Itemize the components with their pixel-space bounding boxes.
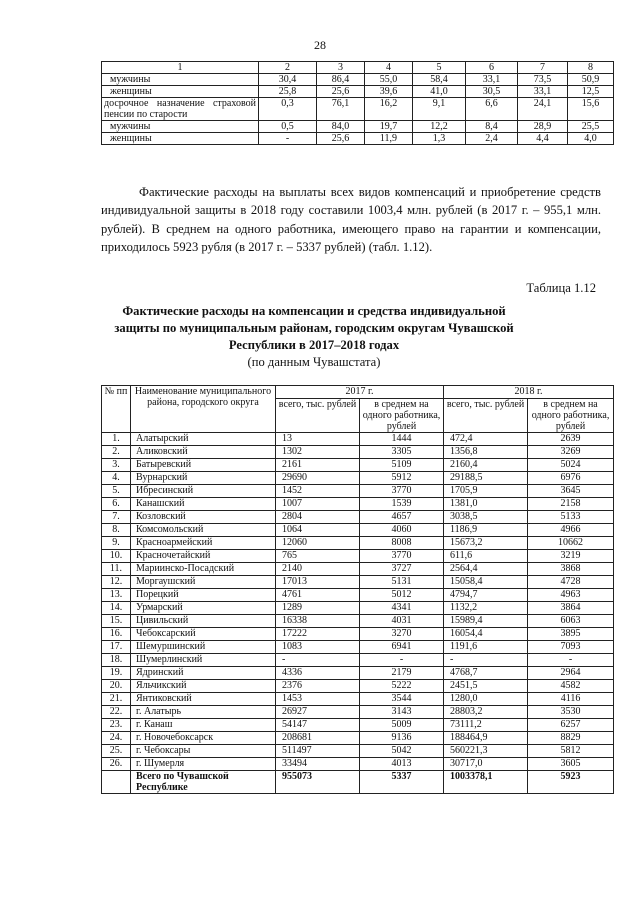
num-cell: 5. [102, 485, 131, 498]
table-row [102, 745, 614, 758]
total-2018-cell: 15058,4 [444, 576, 528, 589]
average-2018-cell: 3269 [528, 446, 614, 459]
average-2018-cell: 6063 [528, 615, 614, 628]
value-cell: 73,5 [518, 74, 568, 86]
value-cell: 9,1 [413, 98, 466, 121]
total-2018-cell: 2564,4 [444, 563, 528, 576]
row-label: мужчины [102, 121, 259, 133]
average-2017-cell: 2179 [360, 667, 444, 680]
value-cell: 25,5 [568, 121, 614, 133]
average-2018-cell: 5812 [528, 745, 614, 758]
average-2018-cell: 3645 [528, 485, 614, 498]
total-2017-cell: 4336 [276, 667, 360, 680]
value-cell: 24,1 [518, 98, 568, 121]
table-row [102, 680, 614, 693]
average-2018-cell: 3864 [528, 602, 614, 615]
total-2018-cell: 472,4 [444, 433, 528, 446]
average-2018-cell: 7093 [528, 641, 614, 654]
name-cell: Красноармейский [131, 537, 276, 550]
value-cell: 30,4 [259, 74, 317, 86]
column-number-cell: 3 [317, 62, 365, 74]
average-2017-cell: 5012 [360, 589, 444, 602]
table-row [102, 628, 614, 641]
value-cell: 8,4 [466, 121, 518, 133]
total-2017-cell: 33494 [276, 758, 360, 771]
header-total-2017: всего, тыс. рублей [276, 399, 360, 433]
total-2017-cell: 29690 [276, 472, 360, 485]
name-cell: Канашский [131, 498, 276, 511]
average-2018-cell: 2158 [528, 498, 614, 511]
total-2017-cell: 2161 [276, 459, 360, 472]
table-row [102, 433, 614, 446]
average-2018-cell: - [528, 654, 614, 667]
expenses-table [101, 385, 614, 794]
table-row [102, 74, 614, 86]
total-2017-cell: 955073 [276, 771, 360, 794]
name-cell: Цивильский [131, 615, 276, 628]
average-2018-cell: 2964 [528, 667, 614, 680]
name-cell: Янтиковский [131, 693, 276, 706]
total-2018-cell: 1191,6 [444, 641, 528, 654]
average-2018-cell: 6257 [528, 719, 614, 732]
value-cell: 6,6 [466, 98, 518, 121]
column-number-cell: 8 [568, 62, 614, 74]
name-cell: Батыревский [131, 459, 276, 472]
average-2017-cell: 1444 [360, 433, 444, 446]
num-cell: 1. [102, 433, 131, 446]
average-2018-cell: 5133 [528, 511, 614, 524]
name-cell: Шумерлинский [131, 654, 276, 667]
total-2018-cell: 1381,0 [444, 498, 528, 511]
table-subtitle: (по данным Чувашстата) [247, 355, 381, 369]
value-cell: 1,3 [413, 133, 466, 145]
table-row [102, 511, 614, 524]
total-2017-cell: 208681 [276, 732, 360, 745]
num-cell: 23. [102, 719, 131, 732]
table-row [102, 485, 614, 498]
average-2017-cell: 3544 [360, 693, 444, 706]
average-2017-cell: 1539 [360, 498, 444, 511]
average-2018-cell: 3605 [528, 758, 614, 771]
total-2017-cell: 765 [276, 550, 360, 563]
table-row [102, 86, 614, 98]
value-cell: 84,0 [317, 121, 365, 133]
num-cell: 22. [102, 706, 131, 719]
value-cell: 28,9 [518, 121, 568, 133]
average-2017-cell: 5109 [360, 459, 444, 472]
value-cell: 12,2 [413, 121, 466, 133]
value-cell: 19,7 [365, 121, 413, 133]
name-cell: Яльчикский [131, 680, 276, 693]
value-cell: 33,1 [518, 86, 568, 98]
table-row [102, 498, 614, 511]
value-cell: 76,1 [317, 98, 365, 121]
total-2017-cell: 511497 [276, 745, 360, 758]
row-label: женщины [102, 86, 259, 98]
table-row [102, 654, 614, 667]
table-row [102, 602, 614, 615]
name-cell: Ядринский [131, 667, 276, 680]
average-2018-cell: 8829 [528, 732, 614, 745]
average-2017-cell: 5131 [360, 576, 444, 589]
num-cell: 16. [102, 628, 131, 641]
average-2017-cell: 5042 [360, 745, 444, 758]
average-2017-cell: 5222 [360, 680, 444, 693]
total-2017-cell: - [276, 654, 360, 667]
table-row [102, 758, 614, 771]
value-cell: 4,4 [518, 133, 568, 145]
expenses-table-header [102, 386, 614, 433]
total-2017-cell: 1007 [276, 498, 360, 511]
name-cell: Урмарский [131, 602, 276, 615]
average-2018-cell: 5024 [528, 459, 614, 472]
average-2018-cell: 2639 [528, 433, 614, 446]
name-cell: г. Чебоксары [131, 745, 276, 758]
average-2018-cell: 4963 [528, 589, 614, 602]
average-2017-cell: 4657 [360, 511, 444, 524]
value-cell: 0,5 [259, 121, 317, 133]
total-2017-cell: 16338 [276, 615, 360, 628]
total-2018-cell: 4794,7 [444, 589, 528, 602]
table-row [102, 537, 614, 550]
value-cell: - [259, 133, 317, 145]
name-cell: Ибресинский [131, 485, 276, 498]
table-row [102, 706, 614, 719]
total-2018-cell: 2451,5 [444, 680, 528, 693]
average-2018-cell: 5923 [528, 771, 614, 794]
table-row [102, 693, 614, 706]
name-cell: Моргаушский [131, 576, 276, 589]
header-total-2018: всего, тыс. рублей [444, 399, 528, 433]
average-2017-cell: 4341 [360, 602, 444, 615]
num-cell: 3. [102, 459, 131, 472]
total-2018-cell: 29188,5 [444, 472, 528, 485]
header-year-2018: 2018 г. [444, 386, 614, 399]
average-2017-cell: 6941 [360, 641, 444, 654]
average-2017-cell: 4031 [360, 615, 444, 628]
total-2018-cell: 30717,0 [444, 758, 528, 771]
num-cell: 4. [102, 472, 131, 485]
num-cell: 11. [102, 563, 131, 576]
name-cell: Козловский [131, 511, 276, 524]
total-2018-cell: 1003378,1 [444, 771, 528, 794]
column-number-cell: 6 [466, 62, 518, 74]
num-cell: 26. [102, 758, 131, 771]
num-cell: 2. [102, 446, 131, 459]
total-2017-cell: 12060 [276, 537, 360, 550]
total-2018-cell: 16054,4 [444, 628, 528, 641]
name-cell: Всего по Чувашской Республике [131, 771, 276, 794]
total-2017-cell: 17013 [276, 576, 360, 589]
value-cell: 12,5 [568, 86, 614, 98]
num-cell: 9. [102, 537, 131, 550]
total-2017-cell: 26927 [276, 706, 360, 719]
header-number: № пп [102, 386, 131, 433]
total-2018-cell: 15673,2 [444, 537, 528, 550]
total-2017-cell: 1452 [276, 485, 360, 498]
value-cell: 11,9 [365, 133, 413, 145]
total-2018-cell: 1705,9 [444, 485, 528, 498]
header-average-2018: в среднем на одного работника, рублей [528, 399, 614, 433]
average-2018-cell: 4116 [528, 693, 614, 706]
average-2017-cell: 5912 [360, 472, 444, 485]
row-label: досрочное назначение страховой пенсии по старости [102, 98, 259, 121]
total-2018-cell: 73111,2 [444, 719, 528, 732]
name-cell: Порецкий [131, 589, 276, 602]
num-cell: 19. [102, 667, 131, 680]
average-2018-cell: 3530 [528, 706, 614, 719]
average-2017-cell: - [360, 654, 444, 667]
num-cell: 24. [102, 732, 131, 745]
total-2017-cell: 13 [276, 433, 360, 446]
value-cell: 58,4 [413, 74, 466, 86]
total-2018-cell: 1280,0 [444, 693, 528, 706]
body-paragraph: Фактические расходы на выплаты всех видов компенсаций и приобретение средств индивидуальной защиты в 2018 году составили 1003,4 млн. рублей (в 2017 г. – 955,1 млн. рублей). В среднем на одного работника, имеющего право на гарантии и компенсации, приходилось 5923 рубля (в 2017 г. – 5337 рублей) (табл. 1.12). [101, 185, 601, 255]
num-cell: 13. [102, 589, 131, 602]
average-2017-cell: 4013 [360, 758, 444, 771]
table-row [102, 446, 614, 459]
total-2017-cell: 1289 [276, 602, 360, 615]
total-2017-cell: 4761 [276, 589, 360, 602]
average-2017-cell: 9136 [360, 732, 444, 745]
average-2017-cell: 4060 [360, 524, 444, 537]
average-2017-cell: 3305 [360, 446, 444, 459]
value-cell: 30,5 [466, 86, 518, 98]
name-cell: Аликовский [131, 446, 276, 459]
average-2017-cell: 3143 [360, 706, 444, 719]
column-number-cell: 2 [259, 62, 317, 74]
continuation-table-body [102, 62, 614, 145]
value-cell: 15,6 [568, 98, 614, 121]
num-cell: 8. [102, 524, 131, 537]
name-cell: г. Шумерля [131, 758, 276, 771]
continuation-table [101, 61, 614, 145]
average-2017-cell: 3270 [360, 628, 444, 641]
name-cell: Мариинско-Посадский [131, 563, 276, 576]
value-cell: 4,0 [568, 133, 614, 145]
name-cell: Алатырский [131, 433, 276, 446]
column-number-cell: 5 [413, 62, 466, 74]
total-row [102, 771, 614, 794]
name-cell: г. Новочебоксарск [131, 732, 276, 745]
table-row [102, 133, 614, 145]
column-number-cell: 1 [102, 62, 259, 74]
total-2017-cell: 17222 [276, 628, 360, 641]
row-label: женщины [102, 133, 259, 145]
column-number-cell: 4 [365, 62, 413, 74]
column-number-cell: 7 [518, 62, 568, 74]
average-2018-cell: 10662 [528, 537, 614, 550]
table-label: Таблица 1.12 [526, 281, 596, 295]
header-year-2017: 2017 г. [276, 386, 444, 399]
value-cell: 86,4 [317, 74, 365, 86]
table-row [102, 719, 614, 732]
value-cell: 25,6 [317, 133, 365, 145]
average-2017-cell: 5337 [360, 771, 444, 794]
table-row [102, 641, 614, 654]
value-cell: 39,6 [365, 86, 413, 98]
total-2018-cell: 2160,4 [444, 459, 528, 472]
total-2017-cell: 1064 [276, 524, 360, 537]
value-cell: 25,8 [259, 86, 317, 98]
average-2018-cell: 3219 [528, 550, 614, 563]
average-2018-cell: 4582 [528, 680, 614, 693]
total-2018-cell: 560221,3 [444, 745, 528, 758]
value-cell: 55,0 [365, 74, 413, 86]
table-title: Фактические расходы на компенсации и средства индивидуальной защиты по муниципальным районам, городским округам Чувашской Республики в 2017–2018 годах [114, 304, 514, 352]
name-cell: Чебоксарский [131, 628, 276, 641]
total-2017-cell: 2376 [276, 680, 360, 693]
average-2018-cell: 3868 [528, 563, 614, 576]
total-2017-cell: 2140 [276, 563, 360, 576]
num-cell: 21. [102, 693, 131, 706]
total-2018-cell: 1132,2 [444, 602, 528, 615]
num-cell: 25. [102, 745, 131, 758]
total-2017-cell: 1453 [276, 693, 360, 706]
num-cell: 7. [102, 511, 131, 524]
num-cell: 20. [102, 680, 131, 693]
value-cell: 50,9 [568, 74, 614, 86]
average-2018-cell: 3895 [528, 628, 614, 641]
num-cell: 12. [102, 576, 131, 589]
value-cell: 25,6 [317, 86, 365, 98]
table-row [102, 98, 614, 121]
value-cell: 2,4 [466, 133, 518, 145]
num-cell: 15. [102, 615, 131, 628]
total-2018-cell: 611,6 [444, 550, 528, 563]
total-2017-cell: 1302 [276, 446, 360, 459]
continuation-header-row [102, 62, 614, 74]
table-row [102, 472, 614, 485]
average-2017-cell: 3770 [360, 485, 444, 498]
num-cell: 18. [102, 654, 131, 667]
average-2017-cell: 8008 [360, 537, 444, 550]
value-cell: 41,0 [413, 86, 466, 98]
table-row [102, 550, 614, 563]
name-cell: Комсомольский [131, 524, 276, 537]
total-2018-cell: - [444, 654, 528, 667]
num-cell: 10. [102, 550, 131, 563]
page-number: 28 [314, 38, 326, 52]
table-row [102, 615, 614, 628]
header-name: Наименование муниципального района, городского округа [131, 386, 276, 433]
total-2017-cell: 1083 [276, 641, 360, 654]
table-row [102, 563, 614, 576]
table-row [102, 524, 614, 537]
value-cell: 16,2 [365, 98, 413, 121]
average-2018-cell: 6976 [528, 472, 614, 485]
header-average-2017: в среднем на одного работника, рублей [360, 399, 444, 433]
table-row [102, 459, 614, 472]
table-row [102, 667, 614, 680]
table-row [102, 576, 614, 589]
value-cell: 0,3 [259, 98, 317, 121]
num-cell: 14. [102, 602, 131, 615]
average-2017-cell: 5009 [360, 719, 444, 732]
total-2017-cell: 54147 [276, 719, 360, 732]
expenses-table-body [102, 433, 614, 794]
num-cell: 6. [102, 498, 131, 511]
total-2018-cell: 188464,9 [444, 732, 528, 745]
name-cell: г. Алатырь [131, 706, 276, 719]
table-row [102, 732, 614, 745]
num-cell: 17. [102, 641, 131, 654]
average-2017-cell: 3727 [360, 563, 444, 576]
name-cell: г. Канаш [131, 719, 276, 732]
average-2017-cell: 3770 [360, 550, 444, 563]
total-2018-cell: 1186,9 [444, 524, 528, 537]
total-2018-cell: 3038,5 [444, 511, 528, 524]
table-row [102, 589, 614, 602]
total-2018-cell: 1356,8 [444, 446, 528, 459]
name-cell: Красночетайский [131, 550, 276, 563]
name-cell: Шемуршинский [131, 641, 276, 654]
row-label: мужчины [102, 74, 259, 86]
num-cell [102, 771, 131, 794]
value-cell: 33,1 [466, 74, 518, 86]
average-2018-cell: 4966 [528, 524, 614, 537]
average-2018-cell: 4728 [528, 576, 614, 589]
total-2018-cell: 28803,2 [444, 706, 528, 719]
total-2018-cell: 15989,4 [444, 615, 528, 628]
table-row [102, 121, 614, 133]
total-2018-cell: 4768,7 [444, 667, 528, 680]
total-2017-cell: 2804 [276, 511, 360, 524]
name-cell: Вурнарский [131, 472, 276, 485]
